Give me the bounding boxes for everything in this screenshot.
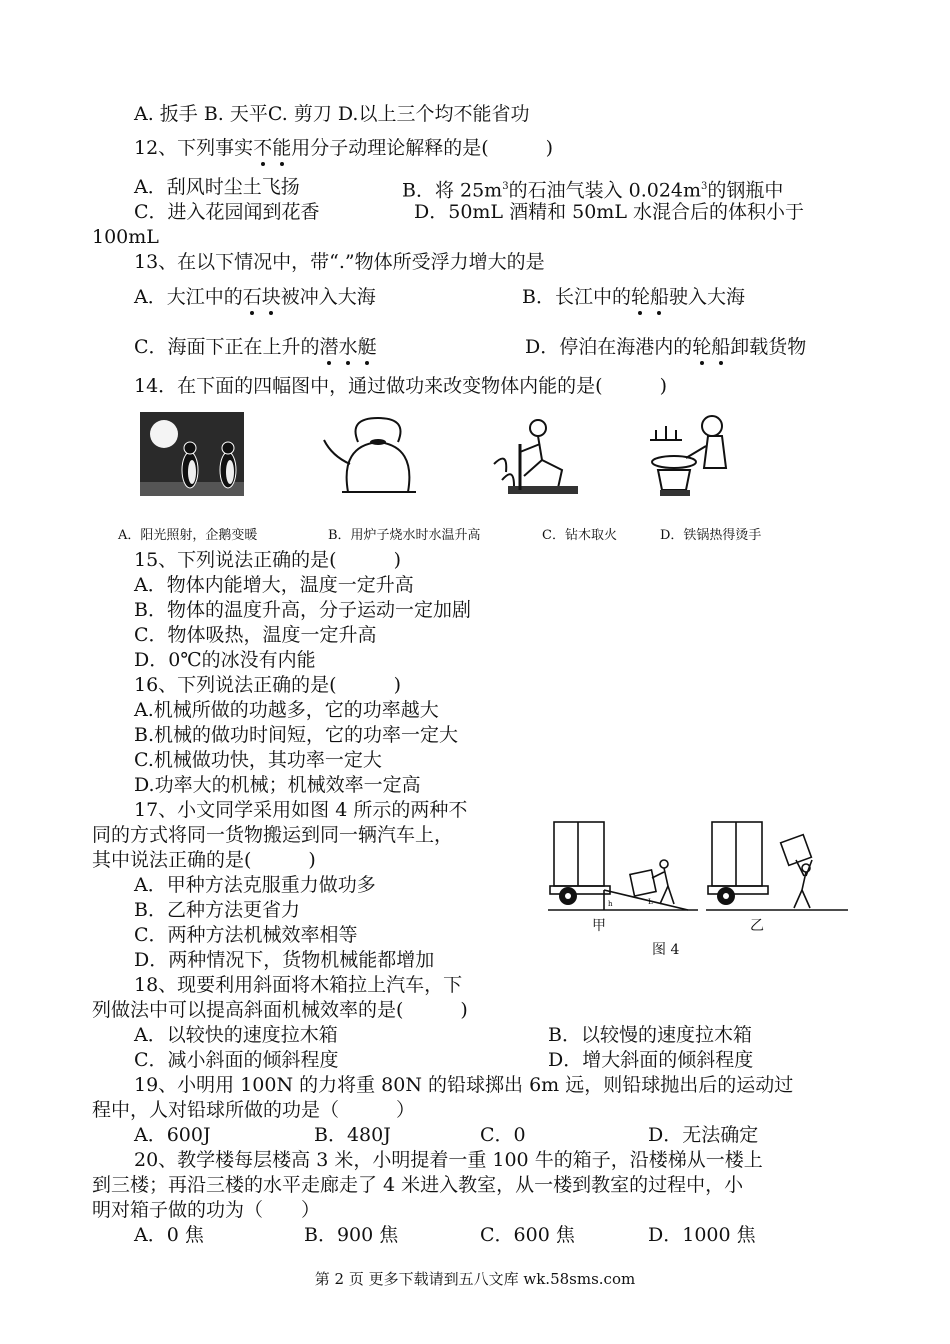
q19-option-c: C．0: [480, 1124, 526, 1146]
q17-stem-line1: 17、小文同学采用如图 4 所示的两种不: [134, 799, 468, 821]
wood-drilling-figure: [484, 410, 588, 500]
figure-label-yi: 乙: [750, 918, 764, 934]
q11-options: A. 扳手 B. 天平C. 剪刀 D.以上三个均不能省功: [134, 103, 530, 125]
q18-stem-line1: 18、现要利用斜面将木箱拉上汽车，下: [134, 974, 463, 996]
q14-caption-d: D．铁锅热得烫手: [660, 528, 762, 543]
q19-option-b: B．480J: [314, 1124, 391, 1146]
q14-stem: 14．在下面的四幅图中，通过做功来改变物体内能的是( ): [134, 375, 668, 397]
q19-option-a: A．600J: [134, 1124, 211, 1146]
penguin-sun-figure: [140, 412, 244, 496]
q20-option-c: C．600 焦: [480, 1224, 575, 1246]
q12-option-d-cont: 100mL: [92, 226, 159, 248]
q19-option-d: D．无法确定: [648, 1124, 759, 1146]
q16-option-b: B.机械的做功时间短，它的功率一定大: [134, 724, 459, 746]
q19-stem-line1: 19、小明用 100N 的力将重 80N 的铅球掷出 6m 远，则铅球抛出后的运动过: [134, 1074, 794, 1096]
q18-option-d: D．增大斜面的倾斜程度: [548, 1049, 754, 1071]
q16-stem: 16、下列说法正确的是( ): [134, 674, 402, 696]
q14-caption-b: B．用炉子烧水时水温升高: [328, 528, 481, 543]
q15-option-c: C．物体吸热，温度一定升高: [134, 624, 377, 646]
q20-option-a: A．0 焦: [134, 1224, 204, 1246]
q16-option-d: D.功率大的机械；机械效率一定高: [134, 774, 421, 796]
q16-option-a: A.机械所做的功越多，它的功率越大: [134, 699, 439, 721]
label-h: h: [608, 900, 613, 908]
page-footer: 第 2 页 更多下载请到五八文库 wk.58sms.com: [314, 1270, 636, 1288]
q13-option-d: D．停泊在海港内的轮船卸载货物: [525, 336, 807, 358]
q18-stem-line2: 列做法中可以提高斜面机械效率的是( ): [92, 999, 468, 1021]
q17-stem-line2: 同的方式将同一货物搬运到同一辆汽车上，: [92, 824, 454, 846]
figure-caption: 图 4: [652, 942, 680, 958]
q20-stem-line1: 20、教学楼每层楼高 3 米，小明提着一重 100 牛的箱子，沿楼梯从一楼上: [134, 1149, 763, 1171]
q14-caption-c: C．钻木取火: [542, 528, 617, 543]
q12-option-d: D．50mL 酒精和 50mL 水混合后的体积小于: [414, 201, 804, 223]
q18-option-a: A．以较快的速度拉木箱: [134, 1024, 338, 1046]
q20-option-b: B．900 焦: [304, 1224, 399, 1246]
q12-option-c: C．进入花园闻到花香: [134, 201, 320, 223]
q15-option-a: A．物体内能增大，温度一定升高: [134, 574, 414, 596]
kettle-figure: [318, 412, 438, 496]
figure-label-jia: 甲: [592, 918, 606, 934]
q17-option-d: D．两种情况下，货物机械能都增加: [134, 949, 435, 971]
q14-caption-a: A．阳光照射，企鹅变暖: [118, 528, 258, 543]
q15-option-d: D．0℃的冰没有内能: [134, 649, 316, 671]
hot-pan-figure: [646, 410, 742, 500]
q13-stem: 13、在以下情况中，带“.”物体所受浮力增大的是: [134, 251, 545, 273]
q19-stem-line2: 程中，人对铅球所做的功是（ ）: [92, 1099, 416, 1121]
q13-option-b: B．长江中的轮船驶入大海: [522, 286, 746, 308]
q20-stem-line2: 到三楼；再沿三楼的水平走廊走了 4 米进入教室，从一楼到教室的过程中，小: [92, 1174, 744, 1196]
q16-option-c: C.机械做功快，其功率一定大: [134, 749, 382, 771]
q15-stem: 15、下列说法正确的是( ): [134, 549, 402, 571]
label-l: L: [648, 898, 653, 906]
q13-option-a: A．大江中的石块被冲入大海: [134, 286, 376, 308]
q18-option-c: C．减小斜面的倾斜程度: [134, 1049, 339, 1071]
q20-stem-line3: 明对箱子做的功为（ ）: [92, 1199, 321, 1221]
q12-option-a: A．刮风时尘土飞扬: [134, 176, 300, 198]
q17-option-a: A．甲种方法克服重力做功多: [134, 874, 376, 896]
q17-option-b: B．乙种方法更省力: [134, 899, 300, 921]
q17-stem-line3: 其中说法正确的是( ): [92, 849, 316, 871]
q15-option-b: B．物体的温度升高，分子运动一定加剧: [134, 599, 471, 621]
q17-option-c: C．两种方法机械效率相等: [134, 924, 358, 946]
q12-option-b: B．将 $25m^3$的石油气装入 $0.024m^3$的钢瓶中: [402, 179, 784, 202]
figure-4-truck-loading: [548, 818, 848, 918]
q13-option-c: C．海面下正在上升的潜水艇: [134, 336, 377, 358]
q20-option-d: D．1000 焦: [648, 1224, 756, 1246]
q18-option-b: B．以较慢的速度拉木箱: [548, 1024, 752, 1046]
q12-stem: 12、下列事实不能用分子动理论解释的是( ): [134, 137, 554, 159]
